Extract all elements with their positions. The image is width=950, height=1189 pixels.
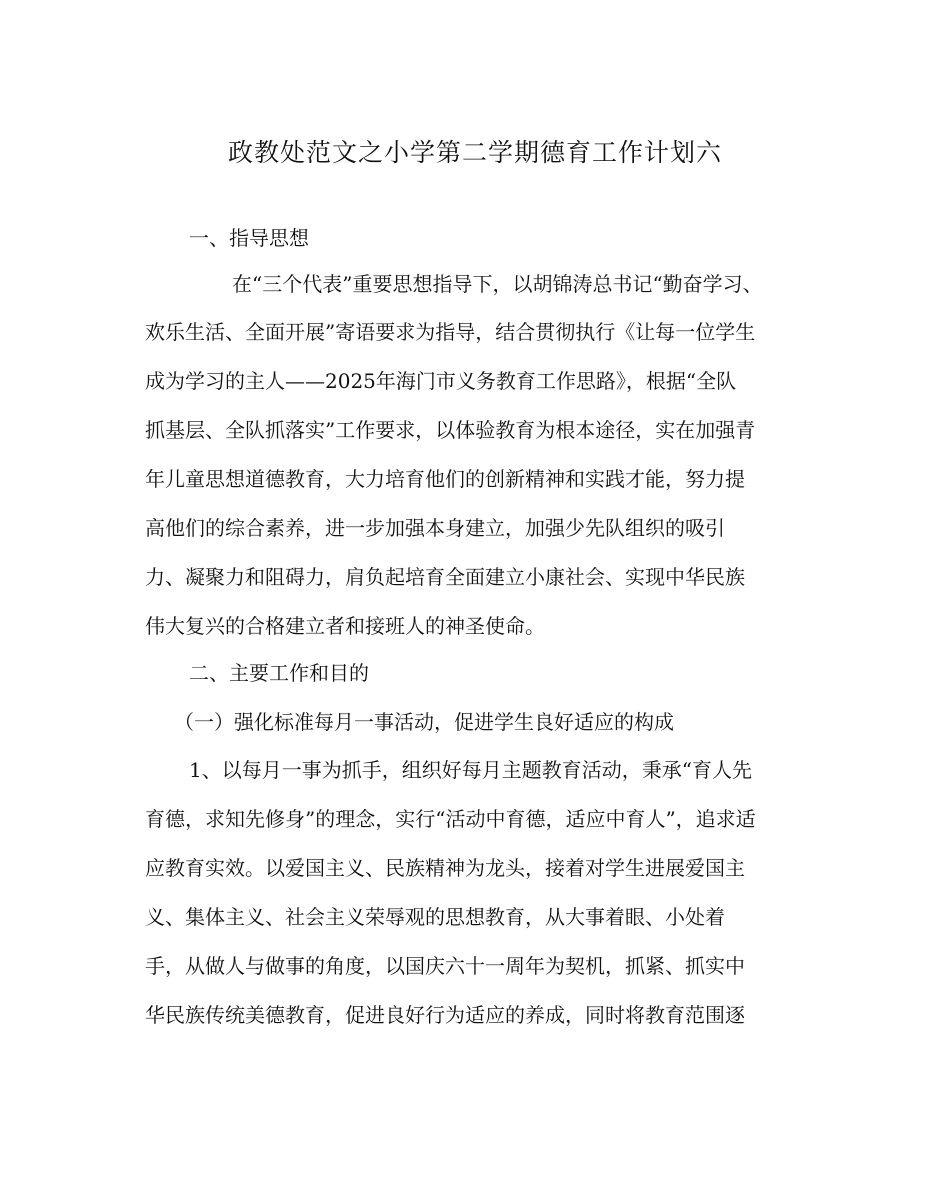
paragraph-line: 手，从做人与做事的角度，以国庆六十一周年为契机，抓紧、抓实中 [145,954,745,978]
paragraph-line: 年儿童思想道德教育，大力培育他们的创新精神和实践才能，努力提 [145,467,745,491]
paragraph-line: 义、集体主义、社会主义荣辱观的思想教育，从大事着眼、小处着 [145,905,725,929]
document-title: 政教处范文之小学第二学期德育工作计划六 [227,138,722,167]
subsection-heading: （一）强化标准每月一事活动，促进学生良好适应的构成 [174,710,674,734]
paragraph-line: 欢乐生活、全面开展”寄语要求为指导，结合贯彻执行《让每一位学生 [145,320,756,344]
paragraph-line: 在“三个代表”重要思想指导下，以胡锦涛总书记“勤奋学习、 [232,272,763,296]
paragraph-line: 高他们的综合素养，进一步加强本身建立，加强少先队组织的吸引 [145,516,725,540]
section-heading-guiding-ideology: 一、指导思想 [189,226,309,250]
paragraph-line: 应教育实效。以爱国主义、民族精神为龙头，接着对学生进展爱国主 [145,856,745,880]
paragraph-line: 1、以每月一事为抓手，组织好每月主题教育活动，秉承“育人先 [189,758,752,782]
paragraph-line: 华民族传统美德教育，促进良好行为适应的养成，同时将教育范围逐 [145,1003,745,1027]
paragraph-line: 成为学习的主人——2025年海门市义务教育工作思路》，根据“全队 [145,369,737,393]
paragraph-line: 抓基层、全队抓落实”工作要求，以体验教育为根本途径，实在加强青 [145,418,756,442]
paragraph-line: 伟大复兴的合格建立者和接班人的神圣使命。 [145,614,545,638]
section-heading-main-work: 二、主要工作和目的 [189,661,369,685]
paragraph-line: 育德，求知先修身”的理念，实行“活动中育德，适应中育人”，追求适 [145,807,756,831]
paragraph-line: 力、凝聚力和阻碍力，肩负起培育全面建立小康社会、实现中华民族 [145,565,745,589]
